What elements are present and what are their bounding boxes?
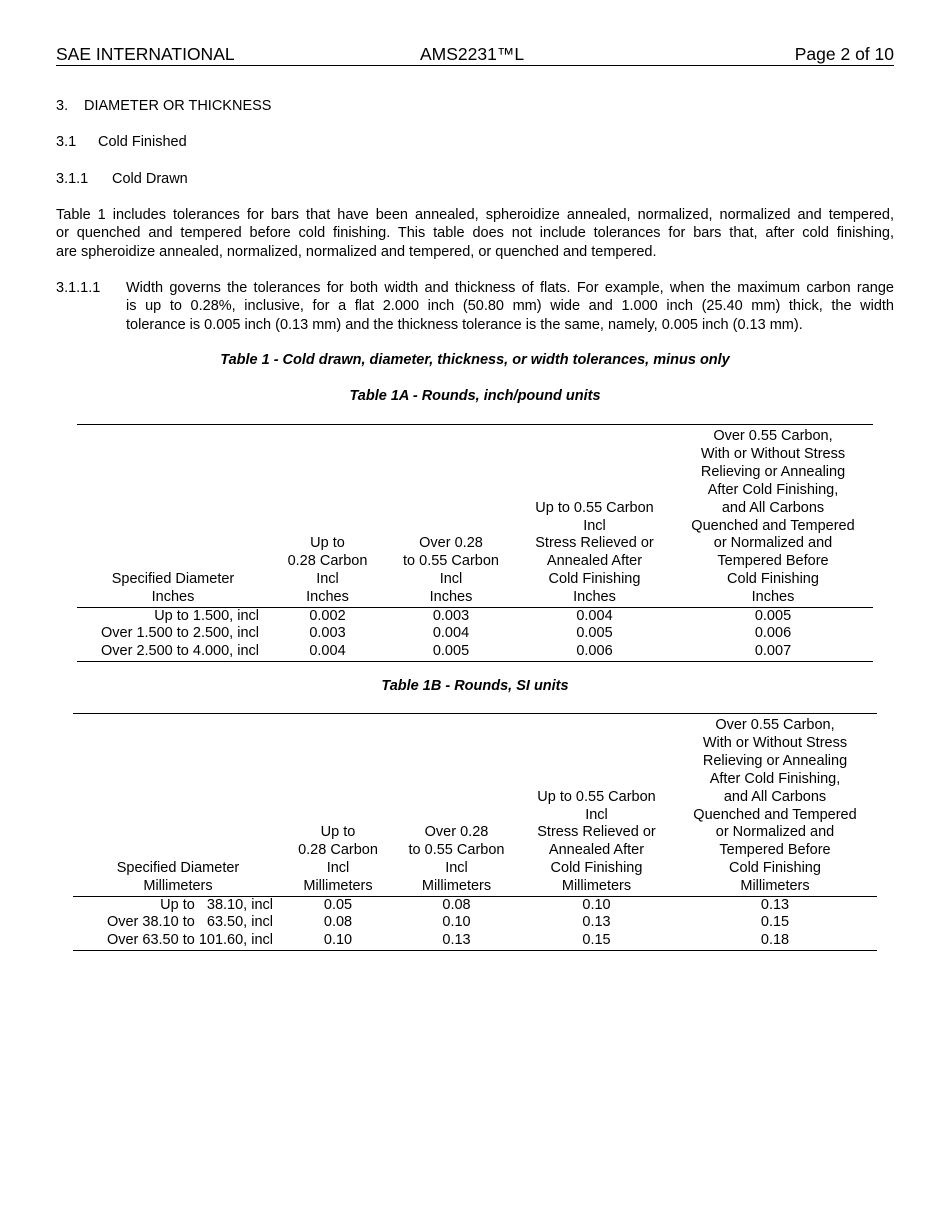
intro-line: Table 1 includes tolerances for bars that have been annealed, spheroidize annealed, normalized, normalized and tempered,: [56, 207, 894, 223]
section-3-1-1-1-line: Width governs the tolerances for both width and thickness of flats. For example, when the maximum carbon range: [126, 280, 894, 296]
column-header-up-to-0-28-carbon: Up to 0.28 Carbon Incl Millimeters: [298, 824, 378, 895]
table-cell: 0.08: [442, 897, 471, 914]
table-row: [77, 625, 873, 642]
section-3-1-number: 3.1: [56, 134, 77, 150]
table-cell: 0.005: [432, 642, 470, 659]
table-header-row: [73, 714, 877, 897]
column-header-up-to-0-28-carbon: Up to 0.28 Carbon Incl Inches: [287, 535, 368, 606]
column-header-stress-relieved: Up to 0.55 Carbon Incl Stress Relieved or Annealed After Cold Finishing Millimeters: [537, 788, 656, 895]
table-cell: 0.007: [754, 642, 792, 659]
table-cell: 0.08: [323, 914, 353, 931]
section-3-1-1-1-paragraph: [126, 279, 894, 334]
table-cell: 0.10: [582, 897, 611, 914]
table-cell: Over 63.50 to 101.60, incl: [106, 931, 273, 948]
table-cell: 0.006: [754, 625, 792, 642]
table-row: [73, 932, 877, 951]
section-3-1-1-1-number: 3.1.1.1: [56, 280, 101, 296]
section-3-1-1-1-line: is up to 0.28%, inclusive, for a flat 2.000 inch (50.80 mm) wide and 1.000 inch (25.40 mm) thick, the width: [126, 298, 894, 315]
section-3-number: 3.: [56, 98, 69, 114]
intro-line: are spheroidize annealed, normalized, normalized and tempered, or quenched and tempered.: [56, 243, 657, 260]
table-cell: 0.004: [309, 642, 346, 659]
table-cell: 0.18: [760, 931, 790, 948]
table-cell: 0.005: [576, 625, 613, 642]
table-cell: 0.13: [442, 931, 471, 948]
table-1a-caption: Table 1A - Rounds, inch/pound units: [349, 388, 601, 404]
table-cell: 0.002: [309, 608, 346, 625]
column-header-stress-relieved: Up to 0.55 Carbon Incl Stress Relieved or Annealed After Cold Finishing Inches: [535, 499, 654, 606]
table-cell: 0.006: [576, 642, 613, 659]
column-header-over-0-55-carbon: Over 0.55 Carbon, With or Without Stress Relieving or Annealing After Cold Finishing, and All Carbons Quenched and Tempered or Normalized and Tempered Before Cold Finishing Millimeters: [693, 717, 857, 895]
intro-line: or quenched and tempered before cold finishing. This table does not include tolerances for bars that, after cold finishing,: [56, 225, 894, 242]
table-1b: [73, 713, 877, 951]
column-header-specified-diameter: Specified Diameter Millimeters: [116, 860, 240, 895]
column-header-over-0-28-to-0-55-carbon: Over 0.28 to 0.55 Carbon Incl Millimeters: [408, 824, 505, 895]
table-row: [77, 608, 873, 626]
table-cell: 0.003: [432, 608, 470, 625]
table-cell: 0.10: [323, 931, 353, 948]
header-doc-id: AMS2231™L: [420, 44, 525, 64]
header-page-number: Page 2 of 10: [794, 44, 894, 64]
table-cell: 0.15: [760, 914, 790, 931]
table-cell: 0.13: [760, 897, 790, 914]
column-header-specified-diameter: Specified Diameter Inches: [111, 571, 235, 606]
section-3-title: DIAMETER OR THICKNESS: [84, 98, 272, 114]
section-3-1-title: Cold Finished: [98, 134, 187, 150]
table-1-caption: Table 1 - Cold drawn, diameter, thickness, or width tolerances, minus only: [220, 352, 730, 368]
table-cell: 0.05: [323, 897, 353, 914]
table-cell: Up to 38.10, incl: [160, 897, 273, 914]
intro-paragraph: [56, 206, 894, 261]
section-3-1-1-title: Cold Drawn: [112, 171, 188, 187]
section-3-1-1-1-line: tolerance is 0.005 inch (0.13 mm) and the thickness tolerance is the same, namely, 0.005 inch (0.13 mm).: [126, 316, 803, 333]
column-header-over-0-55-carbon: Over 0.55 Carbon, With or Without Stress Relieving or Annealing After Cold Finishing, and All Carbons Quenched and Tempered or Normalized and Tempered Before Cold Finishing Inches: [691, 428, 855, 606]
table-cell: 0.004: [576, 608, 613, 625]
table-row: [73, 914, 877, 931]
table-1b-caption: Table 1B - Rounds, SI units: [381, 678, 569, 694]
table-cell: 0.15: [582, 931, 611, 948]
table-cell: Over 1.500 to 2.500, incl: [101, 625, 259, 642]
table-cell: Over 2.500 to 4.000, incl: [101, 642, 259, 659]
section-3-1-1-number: 3.1.1: [56, 171, 89, 187]
table-header-row: [77, 425, 873, 608]
table-1a: [77, 424, 873, 662]
table-cell: 0.003: [309, 625, 346, 642]
table-row: [73, 897, 877, 915]
table-cell: 0.13: [582, 914, 611, 931]
table-cell: 0.005: [754, 608, 792, 625]
header-org: SAE INTERNATIONAL: [56, 44, 235, 64]
page-header: [56, 44, 894, 66]
table-cell: 0.10: [442, 914, 471, 931]
table-row: [77, 643, 873, 662]
table-cell: 0.004: [432, 625, 470, 642]
column-header-over-0-28-to-0-55-carbon: Over 0.28 to 0.55 Carbon Incl Inches: [403, 535, 499, 606]
table-cell: Over 38.10 to 63.50, incl: [106, 914, 273, 931]
table-cell: Up to 1.500, incl: [154, 608, 259, 625]
